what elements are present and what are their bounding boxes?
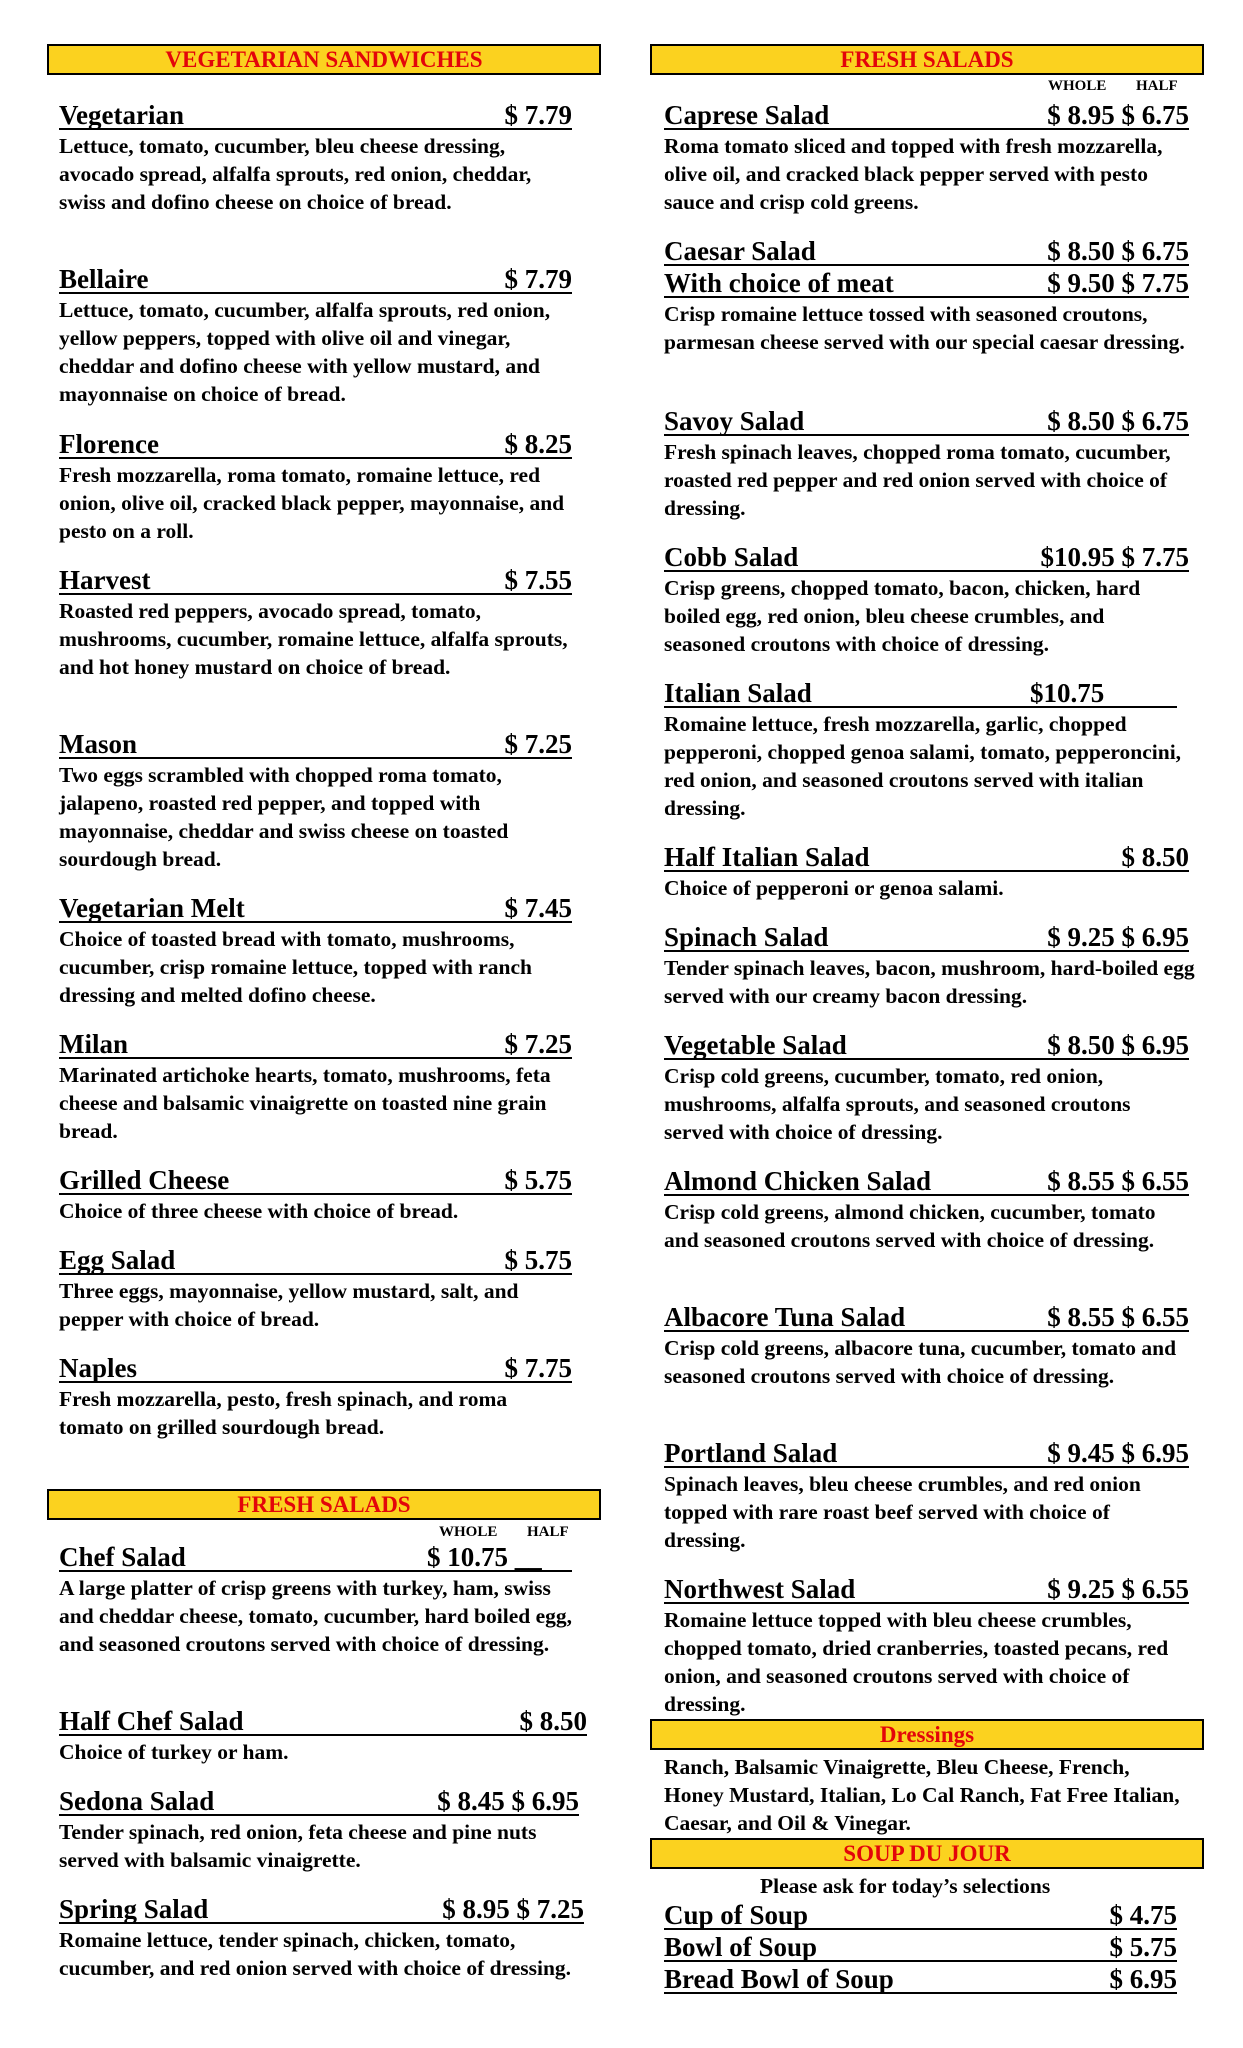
menu-item-almond-chicken-salad [664,1166,1189,1254]
vegetarian-sandwiches-banner [47,44,601,75]
item-price: $ 8.95 $ 6.75 [1047,100,1189,130]
item-description: Fresh mozzarella, roma tomato, romaine lettuce, red onion, olive oil, cracked black pepper, mayonnaise, and pesto on a roll. [59,463,565,543]
item-price: $10.95 $ 7.75 [1040,542,1189,572]
item-description: Spinach leaves, bleu cheese crumbles, and red onion topped with rare roast beef served with choice of dressing. [664,1472,1141,1552]
whole-label: WHOLE [439,1524,498,1540]
item-description: Crisp cold greens, cucumber, tomato, red onion, mushrooms, alfalfa sprouts, and seasoned croutons served with choice of dressing. [664,1064,1131,1144]
section-heading: VEGETARIAN SANDWICHES [165,47,483,72]
menu-item-savoy-salad [664,406,1189,522]
menu-item-italian-salad [664,678,1182,822]
item-name: Egg Salad [59,1245,176,1275]
soup-row-bread-bowl [664,1964,1177,1994]
menu-item-bellaire [59,264,572,408]
item-description: Crisp cold greens, almond chicken, cucumber, tomato and seasoned croutons served with choice of dressing. [664,1200,1156,1252]
item-description: Two eggs scrambled with chopped roma tomato, jalapeno, roasted red pepper, and topped with mayonnaise, cheddar and swiss cheese on toasted sourdough bread. [59,763,509,871]
item-name: Grilled Cheese [59,1165,230,1195]
item-name: Bowl of Soup [664,1932,818,1962]
item-name: Chef Salad [59,1542,186,1572]
menu-item-northwest-salad [664,1574,1189,1718]
item-name: Naples [59,1353,138,1383]
soup-banner [650,1838,1204,1869]
soup-row-cup [664,1900,1177,1930]
item-name: Vegetarian Melt [59,893,245,923]
whole-label: WHOLE [1048,78,1107,94]
menu-item-chef-salad [59,1542,572,1658]
item-name: Caprese Salad [664,100,830,130]
item-description: Lettuce, tomato, cucumber, alfalfa sprouts, red onion, yellow peppers, topped with olive oil and vinegar, cheddar and dofino cheese with yellow mustard, and mayonnaise on choice of bread. [59,298,551,406]
item-description: Choice of turkey or ham. [59,1740,289,1764]
item-name: Vegetarian [59,100,184,130]
item-price: $ 8.50 [1121,842,1189,872]
item-price: $ 7.25 [504,1029,572,1059]
menu-item-mason [59,729,572,873]
item-name: Vegetable Salad [664,1030,847,1060]
item-name: Half Chef Salad [59,1706,244,1736]
item-description: Romaine lettuce, fresh mozzarella, garlic, chopped pepperoni, chopped genoa salami, tomato, pepperoncini, red onion, and seasoned croutons served with italian dressing. [664,712,1182,820]
menu-item-harvest [59,565,572,681]
item-price: $ 8.50 $ 6.95 [1047,1030,1189,1060]
item-name: Caesar Salad [664,236,816,266]
item-price: $ 10.75 __ [427,1542,542,1572]
item-price: $ 5.75 [504,1165,572,1195]
item-name-variant: With choice of meat [664,268,894,298]
half-label: HALF [527,1524,569,1540]
item-price: $ 5.75 [504,1245,572,1275]
menu-item-spinach-salad [664,922,1195,1010]
item-description: Crisp romaine lettuce tossed with seasoned croutons, parmesan cheese served with our special caesar dressing. [664,302,1185,354]
item-price: $ 7.79 [504,100,572,130]
item-name: Spring Salad [59,1894,209,1924]
item-description: Roasted red peppers, avocado spread, tomato, mushrooms, cucumber, romaine lettuce, alfalfa sprouts, and hot honey mustard on choice of bread. [59,599,568,679]
item-price: $ 8.50 $ 6.75 [1047,406,1189,436]
item-price: $ 4.75 [1109,1900,1177,1930]
item-description: Marinated artichoke hearts, tomato, mushrooms, feta cheese and balsamic vinaigrette on toasted nine grain bread. [59,1063,551,1143]
item-price: $ 9.25 $ 6.95 [1047,922,1189,952]
item-price: $ 7.75 [504,1353,572,1383]
menu-item-half-italian-salad [664,842,1189,902]
size-column-headers [0,1524,600,1540]
item-price: $ 6.95 [1109,1964,1177,1994]
menu-item-milan [59,1029,572,1145]
menu-item-spring-salad [59,1894,584,1982]
item-price: $ 8.95 $ 7.25 [442,1894,584,1924]
item-name: Mason [59,729,138,759]
menu-item-vegetarian [59,100,572,216]
menu-item-portland-salad [664,1438,1189,1554]
item-name: Spinach Salad [664,922,829,952]
item-price: $ 8.50 $ 6.75 [1047,236,1189,266]
item-price: $ 9.45 $ 6.95 [1047,1438,1189,1468]
item-price: $ 8.45 $ 6.95 [437,1786,579,1816]
item-description: Tender spinach, red onion, feta cheese and pine nuts served with balsamic vinaigrette. [59,1820,537,1872]
item-price: $ 9.25 $ 6.55 [1047,1574,1189,1604]
section-heading: FRESH SALADS [840,47,1014,72]
item-name: Milan [59,1029,129,1059]
menu-item-sedona-salad [59,1786,579,1874]
menu-item-half-chef-salad [59,1706,587,1766]
item-name: Half Italian Salad [664,842,870,872]
menu-item-grilled-cheese [59,1165,572,1225]
item-name: Almond Chicken Salad [664,1166,932,1196]
menu-item-naples [59,1353,572,1441]
menu-item-caesar-salad [664,236,1189,356]
item-price: $ 8.55 $ 6.55 [1047,1302,1189,1332]
dressings-banner [650,1719,1204,1750]
item-name: Portland Salad [664,1438,838,1468]
item-price: $ 8.55 $ 6.55 [1047,1166,1189,1196]
fresh-salads-banner-left [47,1489,601,1520]
item-price: $ 8.25 [504,429,572,459]
menu-item-caprese-salad [664,100,1189,216]
item-description: Roma tomato sliced and topped with fresh mozzarella, olive oil, and cracked black pepper served with pesto sauce and crisp cold greens. [664,134,1163,214]
item-price: $ 7.55 [504,565,572,595]
section-heading: SOUP DU JOUR [843,1841,1011,1866]
menu-item-florence [59,429,572,545]
item-name: Sedona Salad [59,1786,215,1816]
item-name: Cup of Soup [664,1900,809,1930]
menu-item-vegetarian-melt [59,893,572,1009]
half-label: HALF [1136,78,1178,94]
item-name: Albacore Tuna Salad [664,1302,906,1332]
item-description: Romaine lettuce, tender spinach, chicken, tomato, cucumber, and red onion served with choice of dressing. [59,1928,572,1980]
item-price: $ 7.25 [504,729,572,759]
item-name: Bellaire [59,264,149,294]
item-name: Florence [59,429,159,459]
item-name: Savoy Salad [664,406,805,436]
item-description: Fresh mozzarella, pesto, fresh spinach, and roma tomato on grilled sourdough bread. [59,1387,508,1439]
item-price: $ 5.75 [1109,1932,1177,1962]
item-description: Fresh spinach leaves, chopped roma tomato, cucumber, roasted red pepper and red onion served with choice of dressing. [664,440,1171,520]
item-description: Crisp cold greens, albacore tuna, cucumber, tomato and seasoned croutons served with choice of dressing. [664,1336,1177,1388]
item-description: Tender spinach leaves, bacon, mushroom, hard-boiled egg served with our creamy bacon dressing. [664,956,1195,1008]
item-description: Romaine lettuce topped with bleu cheese crumbles, chopped tomato, dried cranberries, toasted pecans, red onion, and seasoned croutons served with choice of dressing. [664,1608,1169,1716]
item-name: Harvest [59,565,151,595]
item-price: $ 7.79 [504,264,572,294]
item-price-variant: $ 9.50 $ 7.75 [1047,268,1189,298]
item-description: Lettuce, tomato, cucumber, bleu cheese dressing, avocado spread, alfalfa sprouts, red onion, cheddar, swiss and dofino cheese on choice of bread. [59,134,532,214]
dressings-list: Ranch, Balsamic Vinaigrette, Bleu Cheese, French, Honey Mustard, Italian, Lo Cal Ranch, Fat Free Italian, Caesar, and Oil & Vinegar. [664,1755,1180,1835]
section-heading: FRESH SALADS [237,1492,411,1517]
fresh-salads-banner-right [650,44,1204,75]
item-name: Italian Salad [664,678,812,708]
item-price: $ 7.45 [504,893,572,923]
item-description: Three eggs, mayonnaise, yellow mustard, salt, and pepper with choice of bread. [59,1279,519,1331]
soup-row-bowl [664,1932,1177,1962]
item-description: A large platter of crisp greens with turkey, ham, swiss and cheddar cheese, tomato, cucumber, hard boiled egg, and seasoned croutons served with choice of dressing. [59,1576,573,1656]
item-name: Cobb Salad [664,542,799,572]
item-price: $10.75 [1030,678,1105,708]
item-description: Crisp greens, chopped tomato, bacon, chicken, hard boiled egg, red onion, bleu cheese crumbles, and seasoned croutons with choice of dressing. [664,576,1141,656]
menu-item-cobb-salad [664,542,1189,658]
menu-item-albacore-tuna-salad [664,1302,1189,1390]
item-description: Choice of three cheese with choice of bread. [59,1199,459,1223]
item-name: Northwest Salad [664,1574,856,1604]
size-column-headers [0,78,1243,94]
item-description: Choice of toasted bread with tomato, mushrooms, cucumber, crisp romaine lettuce, topped with ranch dressing and melted dofino cheese. [59,927,532,1007]
section-heading: Dressings [879,1722,975,1747]
menu-item-egg-salad [59,1245,572,1333]
item-description: Choice of pepperoni or genoa salami. [664,876,1004,900]
menu-item-vegetable-salad [664,1030,1189,1146]
item-name: Bread Bowl of Soup [664,1964,894,1994]
item-price: $ 8.50 [519,1706,587,1736]
soup-note: Please ask for today’s selections [760,1874,1051,1898]
